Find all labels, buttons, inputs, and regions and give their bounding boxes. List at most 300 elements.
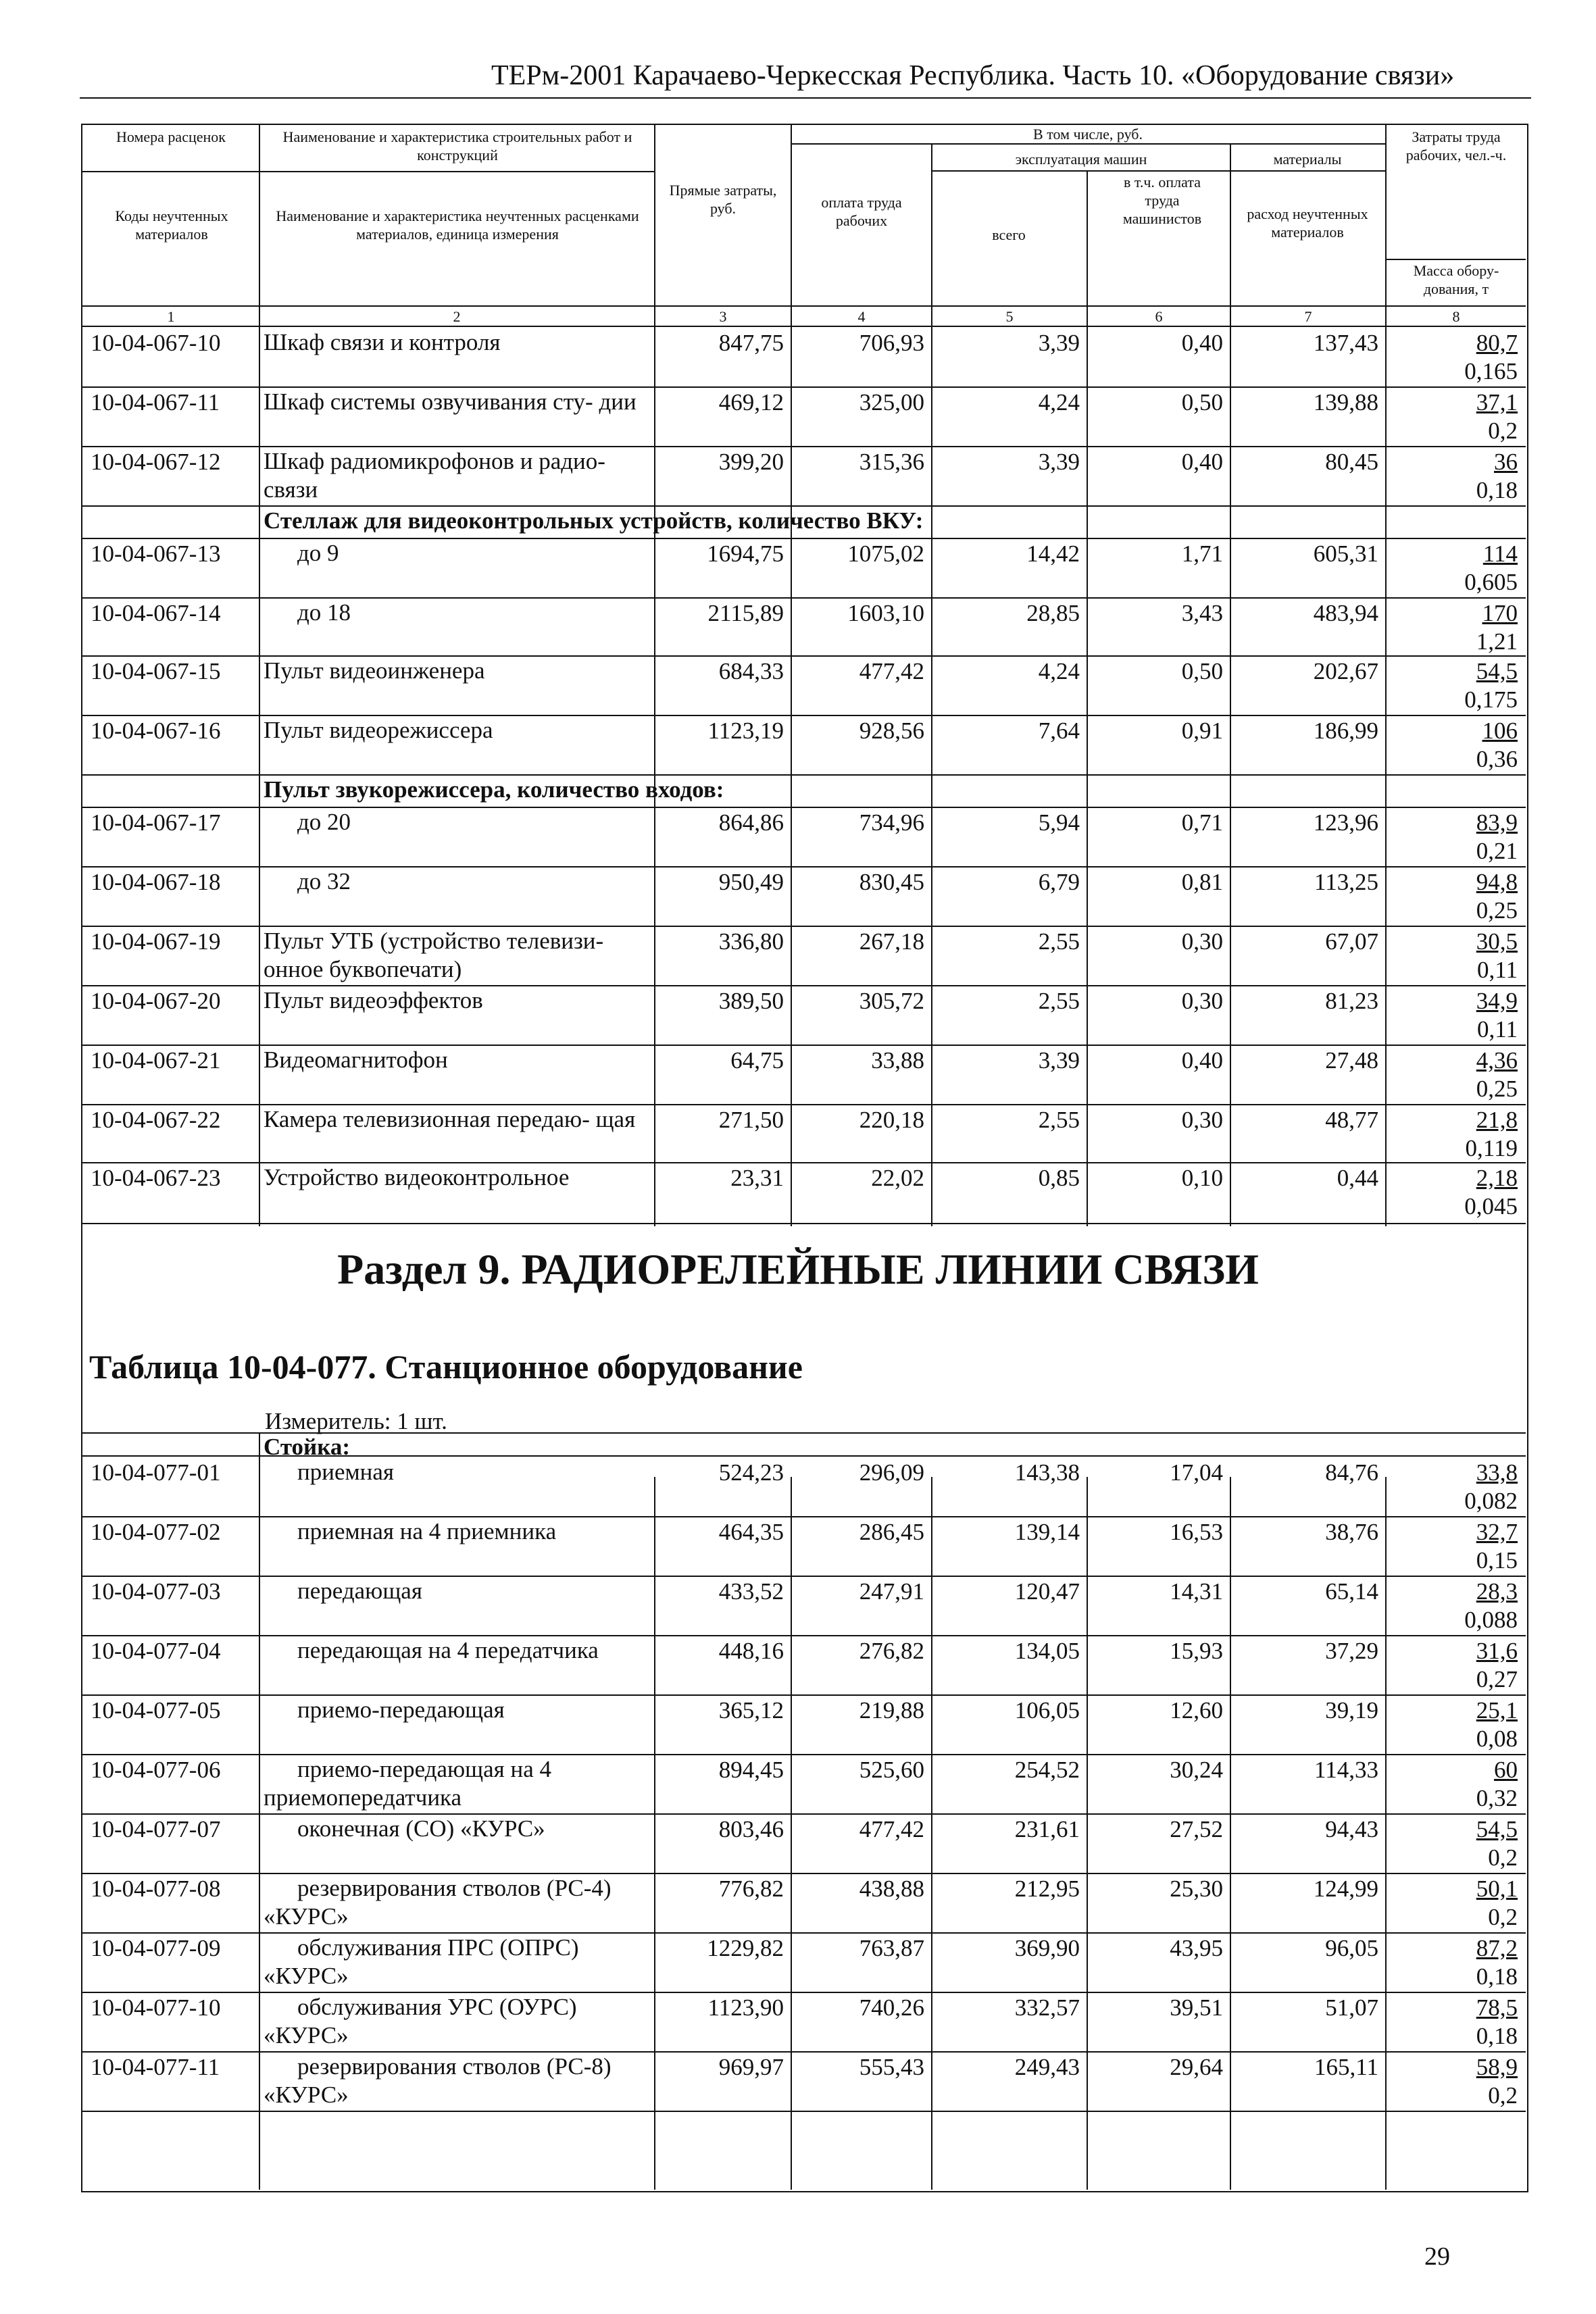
row-labor-hours: 87,2 bbox=[1476, 1935, 1518, 1961]
row-direct: 271,50 bbox=[718, 1107, 784, 1133]
row-mach: 134,05 bbox=[1014, 1638, 1080, 1664]
row-labor: 1603,10 bbox=[847, 600, 924, 626]
row-name: обслуживания УРС (ОУРС) bbox=[297, 1994, 577, 2020]
row-rule bbox=[82, 1932, 1526, 1934]
row-mass: 0,27 bbox=[1476, 1666, 1518, 1692]
row-name: Устройство видеоконтрольное bbox=[264, 1164, 570, 1190]
row-mach_labor: 0,71 bbox=[1181, 809, 1223, 836]
row-name-cont: «КУРС» bbox=[264, 1963, 349, 1989]
unit-label: Измеритель: 1 шт. bbox=[265, 1408, 447, 1434]
row-mach_labor: 17,04 bbox=[1170, 1459, 1223, 1486]
row-mach: 2,55 bbox=[1038, 988, 1080, 1014]
row-mach: 120,47 bbox=[1014, 1578, 1080, 1605]
row-mach_labor: 0,40 bbox=[1181, 449, 1223, 475]
row-labor-hours: 37,1 bbox=[1476, 389, 1518, 416]
row-direct: 365,12 bbox=[718, 1697, 784, 1724]
row-code: 10-04-067-12 bbox=[91, 449, 221, 475]
row-labor: 219,88 bbox=[859, 1697, 924, 1724]
row-name: до 18 bbox=[297, 599, 351, 626]
row-code: 10-04-077-01 bbox=[91, 1459, 221, 1486]
row-mat: 483,94 bbox=[1313, 600, 1378, 626]
row-mat: 96,05 bbox=[1325, 1935, 1378, 1961]
row-mach_labor: 30,24 bbox=[1170, 1757, 1223, 1783]
row-name: Камера телевизионная передаю- щая bbox=[264, 1106, 636, 1132]
row-code: 10-04-077-10 bbox=[91, 1994, 221, 2021]
section-rule bbox=[82, 1223, 1526, 1224]
row-direct: 2115,89 bbox=[707, 600, 784, 626]
row-mach: 249,43 bbox=[1014, 2054, 1080, 2080]
row-direct: 1123,90 bbox=[707, 1994, 784, 2021]
row-mach: 212,95 bbox=[1014, 1876, 1080, 1902]
row-mach_labor: 1,71 bbox=[1181, 540, 1223, 567]
row-mach: 2,55 bbox=[1038, 1107, 1080, 1133]
row-rule bbox=[82, 446, 1526, 447]
colnum-6: 6 bbox=[1155, 308, 1163, 325]
row-code: 10-04-077-06 bbox=[91, 1757, 221, 1783]
row-code: 10-04-067-21 bbox=[91, 1047, 221, 1074]
row-labor-hours: 25,1 bbox=[1476, 1697, 1518, 1724]
col4-header: оплата труда рабочих bbox=[821, 194, 902, 229]
row-rule bbox=[82, 2111, 1526, 2112]
row-rule bbox=[82, 1516, 1526, 1517]
row-mach: 106,05 bbox=[1014, 1697, 1080, 1724]
subheading-stellage: Стеллаж для видеоконтрольных устройств, количество ВКУ: bbox=[264, 507, 924, 534]
row-code: 10-04-077-11 bbox=[91, 2054, 220, 2080]
row-labor: 525,60 bbox=[859, 1757, 924, 1783]
colnum-7: 7 bbox=[1304, 308, 1312, 325]
incl-header: В том числе, руб. bbox=[1033, 126, 1143, 143]
row-code: 10-04-077-09 bbox=[91, 1935, 221, 1961]
row-mat: 139,88 bbox=[1313, 389, 1378, 416]
row-labor-hours: 21,8 bbox=[1476, 1107, 1518, 1133]
row-code: 10-04-067-20 bbox=[91, 988, 221, 1014]
row-mass: 0,18 bbox=[1476, 2023, 1518, 2049]
vline-col4 bbox=[931, 143, 932, 1226]
row-mat: 37,29 bbox=[1325, 1638, 1378, 1664]
row-rule bbox=[82, 1162, 1526, 1163]
row-direct: 433,52 bbox=[718, 1578, 784, 1605]
row-mat: 67,07 bbox=[1325, 928, 1378, 955]
row-code: 10-04-077-08 bbox=[91, 1876, 221, 1902]
row-code: 10-04-067-22 bbox=[91, 1107, 221, 1133]
row-mach_labor: 16,53 bbox=[1170, 1519, 1223, 1545]
row-mach_labor: 12,60 bbox=[1170, 1697, 1223, 1724]
vline-col1 bbox=[259, 124, 260, 1226]
row-mass: 0,32 bbox=[1476, 1785, 1518, 1811]
row-direct: 469,12 bbox=[718, 389, 784, 416]
row-mass: 0,18 bbox=[1476, 1963, 1518, 1990]
vline-col5 bbox=[1087, 170, 1088, 1226]
row-mach_labor: 15,93 bbox=[1170, 1638, 1223, 1664]
col8-subheader: Масса обору- дования, т bbox=[1413, 262, 1499, 297]
row-direct: 864,86 bbox=[718, 809, 784, 836]
row-labor-hours: 83,9 bbox=[1476, 809, 1518, 836]
vline2-col6 bbox=[1230, 1477, 1231, 2190]
row-code: 10-04-067-19 bbox=[91, 928, 221, 955]
row-mat: 202,67 bbox=[1313, 658, 1378, 684]
row-code: 10-04-077-05 bbox=[91, 1697, 221, 1724]
row-name-cont: «КУРС» bbox=[264, 1903, 349, 1930]
row-labor-hours: 60 bbox=[1494, 1757, 1518, 1783]
row-name: оконечная (СО) «КУРС» bbox=[297, 1815, 545, 1842]
table-title: Таблица 10-04-077. Станционное оборудование bbox=[89, 1348, 803, 1386]
row-mach: 3,39 bbox=[1038, 449, 1080, 475]
col8-split bbox=[1385, 259, 1526, 260]
row-mat: 27,48 bbox=[1325, 1047, 1378, 1074]
row-mass: 0,088 bbox=[1464, 1607, 1518, 1633]
row-mat: 137,43 bbox=[1313, 330, 1378, 356]
incl-rule bbox=[791, 143, 1385, 145]
row-name: Пульт видеоэффектов bbox=[264, 987, 483, 1013]
row-name: обслуживания ПРС (ОПРС) bbox=[297, 1934, 579, 1961]
row-direct: 803,46 bbox=[718, 1816, 784, 1842]
row-labor: 740,26 bbox=[859, 1994, 924, 2021]
column-number-rule bbox=[82, 326, 1526, 327]
row-mass: 0,36 bbox=[1476, 746, 1518, 772]
row-name-cont: «КУРС» bbox=[264, 2082, 349, 2108]
row-name: резервирования стволов (РС-8) bbox=[297, 2053, 612, 2080]
row-labor-hours: 80,7 bbox=[1476, 330, 1518, 356]
row-code: 10-04-067-13 bbox=[91, 540, 221, 567]
row-labor: 325,00 bbox=[859, 389, 924, 416]
row-mass: 0,175 bbox=[1464, 686, 1518, 713]
row-code: 10-04-067-14 bbox=[91, 600, 221, 626]
col3-header: Прямые затраты, руб. bbox=[669, 182, 777, 217]
row-code: 10-04-067-15 bbox=[91, 658, 221, 684]
row-labor-hours: 32,7 bbox=[1476, 1519, 1518, 1545]
row-direct: 684,33 bbox=[718, 658, 784, 684]
row-mach_labor: 0,40 bbox=[1181, 330, 1223, 356]
colnum-3: 3 bbox=[719, 308, 727, 325]
row-mach: 6,79 bbox=[1038, 869, 1080, 895]
row-direct: 448,16 bbox=[718, 1638, 784, 1664]
row-mach: 14,42 bbox=[1026, 540, 1080, 567]
row-mat: 80,45 bbox=[1325, 449, 1378, 475]
row-mat: 0,44 bbox=[1337, 1165, 1378, 1191]
row-mach_labor: 43,95 bbox=[1170, 1935, 1223, 1961]
row-mass: 0,15 bbox=[1476, 1547, 1518, 1574]
row-labor-hours: 114 bbox=[1482, 540, 1518, 567]
row-mach_labor: 3,43 bbox=[1181, 600, 1223, 626]
col5-header: всего bbox=[992, 226, 1026, 243]
row-mach: 369,90 bbox=[1014, 1935, 1080, 1961]
row-mach: 4,24 bbox=[1038, 658, 1080, 684]
row-labor-hours: 36 bbox=[1494, 449, 1518, 475]
col2-subheader: Наименование и характеристика неучтенных расценками материалов, единица измерения bbox=[276, 207, 639, 243]
row-mat: 605,31 bbox=[1313, 540, 1378, 567]
row-direct: 950,49 bbox=[718, 869, 784, 895]
row-labor: 22,02 bbox=[871, 1165, 924, 1191]
row-rule bbox=[82, 2051, 1526, 2053]
row-name: передающая на 4 передатчика bbox=[297, 1637, 599, 1663]
row-mat: 39,19 bbox=[1325, 1697, 1378, 1724]
row-labor: 305,72 bbox=[859, 988, 924, 1014]
row-labor-hours: 106 bbox=[1482, 718, 1518, 744]
row-direct: 1123,19 bbox=[707, 718, 784, 744]
row-labor: 1075,02 bbox=[847, 540, 924, 567]
vline-col6 bbox=[1230, 143, 1231, 1226]
row-mass: 0,11 bbox=[1477, 957, 1518, 983]
row-name-cont: «КУРС» bbox=[264, 2022, 349, 2048]
row-mach: 231,61 bbox=[1014, 1816, 1080, 1842]
row-labor: 477,42 bbox=[859, 658, 924, 684]
colnum-8: 8 bbox=[1452, 308, 1460, 325]
row-mach_labor: 0,91 bbox=[1181, 718, 1223, 744]
row-rule bbox=[82, 597, 1526, 599]
vline2-col5 bbox=[1087, 1477, 1088, 2190]
row-name: Шкаф связи и контроля bbox=[264, 329, 501, 355]
subheading-stoika: Стойка: bbox=[264, 1434, 351, 1460]
vline2-col7 bbox=[1385, 1477, 1387, 2190]
row-mass: 0,2 bbox=[1488, 418, 1518, 444]
colnum-1: 1 bbox=[167, 308, 175, 325]
row-name: Пульт видеоинженера bbox=[264, 657, 485, 684]
vline2-col3 bbox=[791, 1477, 792, 2190]
sub-rule bbox=[931, 170, 1385, 172]
row-rule bbox=[82, 985, 1526, 986]
row-labor-hours: 94,8 bbox=[1476, 869, 1518, 895]
vline2-col1 bbox=[259, 1432, 260, 2190]
row-name: Пульт УТБ (устройство телевизи- онное буквопечати) bbox=[264, 928, 604, 982]
row-code: 10-04-077-07 bbox=[91, 1816, 221, 1842]
row-mach_labor: 0,30 bbox=[1181, 1107, 1223, 1133]
row-mach: 143,38 bbox=[1014, 1459, 1080, 1486]
row-name: Шкаф системы озвучивания сту- дии bbox=[264, 388, 637, 415]
header-rule bbox=[80, 97, 1531, 99]
left-sub-rule bbox=[82, 171, 654, 172]
row-direct: 776,82 bbox=[718, 1876, 784, 1902]
row-direct: 389,50 bbox=[718, 988, 784, 1014]
row-mat: 124,99 bbox=[1313, 1876, 1378, 1902]
row-mach: 4,24 bbox=[1038, 389, 1080, 416]
row-mat: 51,07 bbox=[1325, 1994, 1378, 2021]
row-labor: 276,82 bbox=[859, 1638, 924, 1664]
row-code: 10-04-067-23 bbox=[91, 1165, 221, 1191]
row-code: 10-04-067-11 bbox=[91, 389, 220, 416]
row-direct: 969,97 bbox=[718, 2054, 784, 2080]
row-mach_labor: 0,30 bbox=[1181, 928, 1223, 955]
row-code: 10-04-067-16 bbox=[91, 718, 221, 744]
row-mass: 0,082 bbox=[1464, 1488, 1518, 1514]
row-mach: 7,64 bbox=[1038, 718, 1080, 744]
row-mass: 0,18 bbox=[1476, 477, 1518, 503]
row-name: приемная bbox=[297, 1459, 395, 1485]
row-mach_labor: 0,50 bbox=[1181, 658, 1223, 684]
row-rule bbox=[82, 1694, 1526, 1696]
row-mass: 0,2 bbox=[1488, 1904, 1518, 1930]
row-labor-hours: 34,9 bbox=[1476, 988, 1518, 1014]
row-direct: 524,23 bbox=[718, 1459, 784, 1486]
col1-subheader: Коды неучтенных материалов bbox=[115, 207, 228, 243]
page-number: 29 bbox=[1424, 2242, 1450, 2271]
row-mach: 139,14 bbox=[1014, 1519, 1080, 1545]
vline2-col2 bbox=[654, 1477, 655, 2190]
section-title: Раздел 9. РАДИОРЕЛЕЙНЫЕ ЛИНИИ СВЯЗИ bbox=[337, 1245, 1259, 1293]
row-labor: 247,91 bbox=[859, 1578, 924, 1605]
row-direct: 1694,75 bbox=[707, 540, 784, 567]
row-rule bbox=[82, 774, 1526, 776]
row-mass: 0,2 bbox=[1488, 1844, 1518, 1871]
row-labor: 220,18 bbox=[859, 1107, 924, 1133]
materials-header: материалы bbox=[1273, 151, 1342, 168]
row-labor: 438,88 bbox=[859, 1876, 924, 1902]
row-labor: 286,45 bbox=[859, 1519, 924, 1545]
row-labor-hours: 54,5 bbox=[1476, 658, 1518, 684]
row-direct: 894,45 bbox=[718, 1757, 784, 1783]
row-labor-hours: 2,18 bbox=[1476, 1165, 1518, 1191]
row-name: приемо-передающая на 4 bbox=[297, 1756, 551, 1782]
row-rule bbox=[82, 866, 1526, 867]
row-labor-hours: 31,6 bbox=[1476, 1638, 1518, 1664]
row-code: 10-04-067-18 bbox=[91, 869, 221, 895]
running-header: ТЕРм-2001 Карачаево-Черкесская Республика. Часть 10. «Оборудование связи» bbox=[491, 60, 1455, 91]
row-labor-hours: 170 bbox=[1482, 600, 1518, 626]
header-bottom-rule bbox=[82, 305, 1526, 307]
colnum-5: 5 bbox=[1005, 308, 1014, 325]
row-mass: 0,119 bbox=[1465, 1135, 1518, 1161]
row-direct: 23,31 bbox=[730, 1165, 784, 1191]
row-labor: 928,56 bbox=[859, 718, 924, 744]
row-name: приемная на 4 приемника bbox=[297, 1518, 557, 1544]
row-mach_labor: 29,64 bbox=[1170, 2054, 1223, 2080]
row-mach_labor: 0,50 bbox=[1181, 389, 1223, 416]
row-mach_labor: 0,81 bbox=[1181, 869, 1223, 895]
colnum-2: 2 bbox=[453, 308, 461, 325]
row-mass: 0,2 bbox=[1488, 2082, 1518, 2109]
row-mach: 3,39 bbox=[1038, 1047, 1080, 1074]
row-name: до 20 bbox=[297, 809, 351, 835]
row-rule bbox=[82, 1992, 1526, 1993]
row-mach_labor: 27,52 bbox=[1170, 1816, 1223, 1842]
row-labor-hours: 54,5 bbox=[1476, 1816, 1518, 1842]
row-labor-hours: 78,5 bbox=[1476, 1994, 1518, 2021]
row-mass: 0,045 bbox=[1464, 1193, 1518, 1219]
row-mass: 0,605 bbox=[1464, 569, 1518, 595]
subheading-pult: Пульт звукорежиссера, количество входов: bbox=[264, 776, 724, 803]
row-mass: 0,08 bbox=[1476, 1726, 1518, 1752]
row-rule bbox=[82, 807, 1526, 808]
row-name: Шкаф радиомикрофонов и радио- связи bbox=[264, 448, 605, 503]
row-rule bbox=[82, 386, 1526, 388]
col2-header: Наименование и характеристика строительных работ и конструкций bbox=[282, 128, 632, 164]
row-mass: 0,11 bbox=[1477, 1016, 1518, 1042]
col1-header: Номера расценок bbox=[116, 128, 226, 145]
row-code: 10-04-067-10 bbox=[91, 330, 221, 356]
vline-col3 bbox=[791, 124, 792, 1226]
row-labor: 555,43 bbox=[859, 2054, 924, 2080]
row-direct: 399,20 bbox=[718, 449, 784, 475]
row-mass: 0,21 bbox=[1476, 838, 1518, 864]
row-mat: 94,43 bbox=[1325, 1816, 1378, 1842]
row-code: 10-04-077-02 bbox=[91, 1519, 221, 1545]
row-mach_labor: 0,40 bbox=[1181, 1047, 1223, 1074]
row-rule bbox=[82, 1813, 1526, 1815]
row-labor: 267,18 bbox=[859, 928, 924, 955]
row-code: 10-04-077-04 bbox=[91, 1638, 221, 1664]
vline-col7 bbox=[1385, 124, 1387, 1226]
row-mach: 332,57 bbox=[1014, 1994, 1080, 2021]
row-mach: 2,55 bbox=[1038, 928, 1080, 955]
row-mach: 0,85 bbox=[1038, 1165, 1080, 1191]
col6-header: в т.ч. оплата труда машинистов bbox=[1122, 174, 1202, 227]
row-name: Пульт видеорежиссера bbox=[264, 717, 493, 743]
row-labor: 477,42 bbox=[859, 1816, 924, 1842]
row-labor-hours: 50,1 bbox=[1476, 1876, 1518, 1902]
row-mass: 0,25 bbox=[1476, 897, 1518, 924]
vline2-col4 bbox=[931, 1477, 932, 2190]
row-mach_labor: 25,30 bbox=[1170, 1876, 1223, 1902]
row-labor: 296,09 bbox=[859, 1459, 924, 1486]
row-labor-hours: 4,36 bbox=[1476, 1047, 1518, 1074]
row-name-cont: приемопередатчика bbox=[264, 1784, 462, 1811]
row-code: 10-04-077-03 bbox=[91, 1578, 221, 1605]
row-mat: 65,14 bbox=[1325, 1578, 1378, 1605]
row-mach: 254,52 bbox=[1014, 1757, 1080, 1783]
row-rule bbox=[82, 926, 1526, 927]
row-mach_labor: 14,31 bbox=[1170, 1578, 1223, 1605]
row-direct: 1229,82 bbox=[707, 1935, 784, 1961]
row-rule bbox=[82, 505, 1526, 507]
row-rule bbox=[82, 1873, 1526, 1874]
row-rule bbox=[82, 1045, 1526, 1046]
row-labor: 830,45 bbox=[859, 869, 924, 895]
row-rule bbox=[82, 1576, 1526, 1577]
col7-header: расход неучтенных материалов bbox=[1247, 205, 1368, 241]
row-mat: 113,25 bbox=[1314, 869, 1378, 895]
row-mach: 28,85 bbox=[1026, 600, 1080, 626]
row-labor: 315,36 bbox=[859, 449, 924, 475]
row-rule bbox=[82, 715, 1526, 716]
row-direct: 64,75 bbox=[730, 1047, 784, 1074]
row-direct: 847,75 bbox=[718, 330, 784, 356]
row-mat: 114,33 bbox=[1314, 1757, 1378, 1783]
row-mach_labor: 39,51 bbox=[1170, 1994, 1223, 2021]
row-labor: 763,87 bbox=[859, 1935, 924, 1961]
vline-col2 bbox=[654, 124, 655, 1226]
row-mat: 38,76 bbox=[1325, 1519, 1378, 1545]
colnum-4: 4 bbox=[857, 308, 866, 325]
row-name: до 32 bbox=[297, 868, 351, 895]
row-name: резервирования стволов (РС-4) bbox=[297, 1875, 612, 1901]
row-name: до 9 bbox=[297, 540, 339, 566]
row-mass: 1,21 bbox=[1476, 628, 1518, 655]
row-labor-hours: 58,9 bbox=[1476, 2054, 1518, 2080]
row-code: 10-04-067-17 bbox=[91, 809, 221, 836]
row-mach: 5,94 bbox=[1038, 809, 1080, 836]
row-mach_labor: 0,30 bbox=[1181, 988, 1223, 1014]
row-name: приемо-передающая bbox=[297, 1696, 505, 1723]
row-name: передающая bbox=[297, 1578, 422, 1604]
row-mass: 0,25 bbox=[1476, 1076, 1518, 1102]
row-mach_labor: 0,10 bbox=[1181, 1165, 1223, 1191]
row-mat: 48,77 bbox=[1325, 1107, 1378, 1133]
row-rule bbox=[82, 1104, 1526, 1105]
row-mass: 0,165 bbox=[1464, 358, 1518, 384]
row-rule bbox=[82, 1635, 1526, 1636]
row-labor: 734,96 bbox=[859, 809, 924, 836]
row-labor-hours: 30,5 bbox=[1476, 928, 1518, 955]
row-direct: 336,80 bbox=[718, 928, 784, 955]
row-mat: 84,76 bbox=[1325, 1459, 1378, 1486]
row-labor-hours: 33,8 bbox=[1476, 1459, 1518, 1486]
row-name: Видеомагнитофон bbox=[264, 1047, 448, 1073]
row-mach: 3,39 bbox=[1038, 330, 1080, 356]
row-labor: 706,93 bbox=[859, 330, 924, 356]
row-labor: 33,88 bbox=[871, 1047, 924, 1074]
col8-header: Затраты труда рабочих, чел.-ч. bbox=[1405, 128, 1507, 164]
row-mat: 165,11 bbox=[1314, 2054, 1378, 2080]
row-mat: 186,99 bbox=[1313, 718, 1378, 744]
